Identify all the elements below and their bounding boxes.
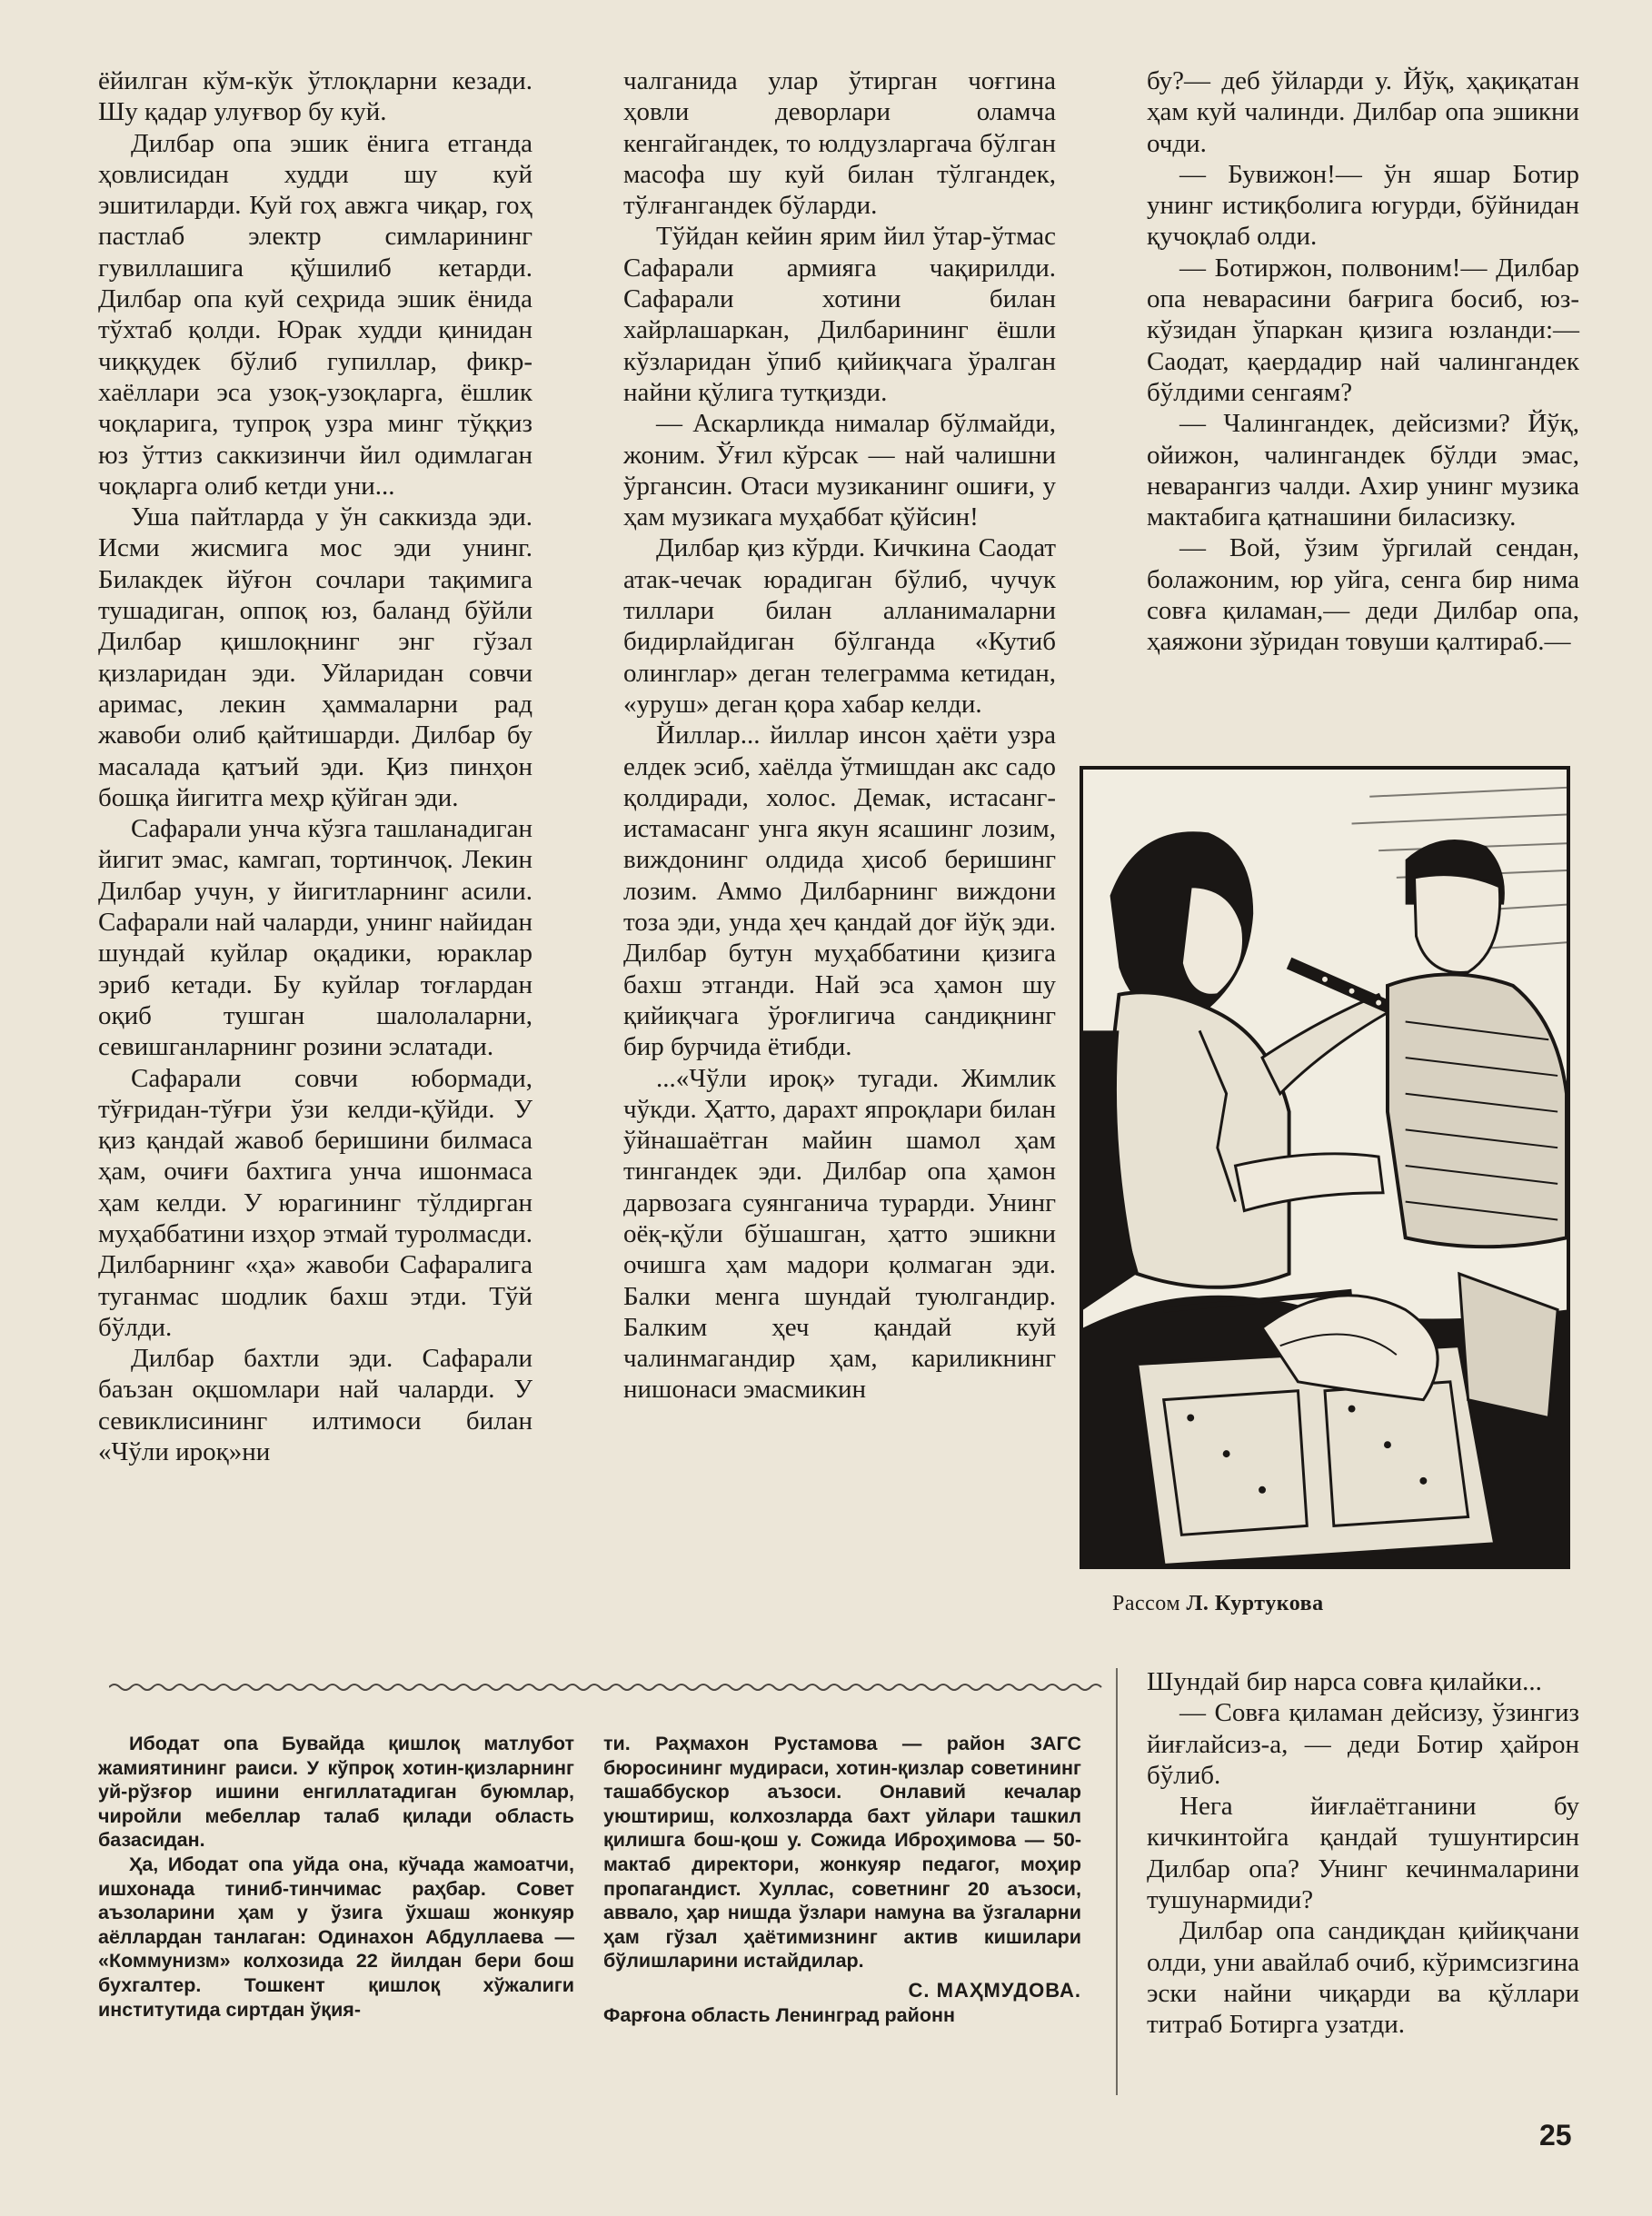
- sidebar-note-column-1: [98, 1732, 574, 2022]
- paragraph: — Аскарликда нималар бўлмайди, жоним. Ўғил кўрсак — най чалишни ўргансин. Отаси музиканинг ошиғи, у ҳам музикага муҳаббат қўйсин!: [623, 409, 1056, 532]
- paragraph: Йиллар... йиллар инсон ҳаёти узра елдек эсиб, хаёлда ўтмишдан акс садо қолдиради, холос. Демак, истасанг-истамасанг унга якун ясашинг лозим, виждонинг олдида ҳисоб беришинг лозим. Аммо Дилбарнинг виждони тоза эди, унда ҳеч қандай доғ йўқ эди. Дилбар бутун муҳаббатини қизига бахш этганди. Най эса ҳамон шу қийиқчага ўроғлигича сандиқнинг бир бурчида ётибди.: [623, 720, 1056, 1062]
- column-divider: [1116, 1668, 1118, 2095]
- story-illustration: [1080, 766, 1570, 1569]
- woman-and-boy-with-flute-drawing: [1083, 770, 1567, 1565]
- caption-artist: Л. Куртукова: [1186, 1592, 1324, 1615]
- paragraph: ...«Чўли ироқ» тугади. Жимлик чўкди. Ҳатто, дарахт япроқлари билан ўйнашаётган майин шамол ҳам тингандек эди. Дилбар опа ҳамон дарвозага суянганича турарди. Унинг оёқ-қўли бўшашган, ҳатто эшикни очишга ҳам мадори қолмаган эди. Балки менга шундай туюлгандир. Балким ҳеч қандай куй чалинмагандир ҳам, кариликнинг нишонаси эмасмикин: [623, 1063, 1056, 1405]
- paragraph: — Чалингандек, дейсизми? Йўқ, ойижон, чалингандек бўлди эмас, неварангиз чалди. Ахир унинг музика мактабига қатнашини биласизку.: [1147, 409, 1579, 532]
- paragraph: — Вой, ўзим ўргилай сендан, болажоним, юр уйга, сенга бир нима совға қиламан,— деди Дилбар опа, ҳаяжони зўридан товуши қалтираб.—: [1147, 533, 1579, 657]
- illustration-caption: [1112, 1592, 1548, 1616]
- page-number: 25: [1539, 2119, 1572, 2151]
- paragraph: Сафарали унча кўзга ташланадиган йигит эмас, камгап, тортинчоқ. Лекин Дилбар учун, у йигитларнинг асили. Сафарали най чаларди, унинг найидан шундай куйлар оқадики, юраклар эриб кетади. Бу куйлар тоғлардан оқиб тушган шалолаларни, севишганларнинг розини эслатади.: [98, 814, 532, 1062]
- note-paragraph: Ҳа, Ибодат опа уйда она, кўчада жамоатчи, ишхонада тиниб-тинчимас раҳбар. Совет аъзоларини ҳам у ўзига ўхшаш жонкуяр аёллардан танлаган: Одинахон Абдуллаева — «Коммунизм» колхозида 22 йилдан бери бош бухгалтер. Тошкент қишлоқ хўжалиги институтида сиртдан ўқия-: [98, 1853, 574, 2021]
- paragraph: Шундай бир нарса совға қилайки...: [1147, 1667, 1542, 1696]
- paragraph: Дилбар бахтли эди. Сафарали баъзан оқшомлари най чаларди. У севиклисининг илтимоси билан «Чўли ироқ»ни: [98, 1344, 532, 1467]
- note-place: Фарғона область Ленинград районн: [603, 2003, 955, 2026]
- story-column-3-continued: [1147, 1666, 1579, 2041]
- paragraph: ёйилган кўм-кўк ўтлоқларни кезади. Шу қадар улуғвор бу куй.: [98, 66, 532, 127]
- paragraph: — Бувижон!— ўн яшар Ботир унинг истиқболига югурди, бўйнидан қучоқлаб олди.: [1147, 159, 1579, 252]
- paragraph: Дилбар опа эшик ёнига етганда ҳовлисидан худди шу куй эшитиларди. Куй гоҳ авжга чиқар, гоҳ пастлаб электр симларининг гувиллашига қўшилиб кетарди. Дилбар опа куй сеҳрида эшик ёнида тўхтаб қолди. Юрак худди қинидан чиққудек бўлиб гупиллар, фикр-хаёллари эса узоқ-узоқларга, ёшлик чоқларига, тупроқ узра минг тўққиз юз ўттиз саккизинчи йил одимлаган чоқларга олиб кетди уни...: [98, 128, 532, 501]
- wavy-divider: [109, 1681, 1105, 1694]
- paragraph: чалганида улар ўтирган чоғгина ҳовли деворлари оламча кенгайгандек, то юлдузларгача бўлган масофа шу куй билан тўлгандек, тўлғангандек бўларди.: [623, 66, 1056, 221]
- note-paragraph: Ибодат опа Бувайда қишлоқ матлубот жамиятининг раиси. У кўпроқ хотин-қизларнинг уй-рўзғор ишини енгиллатадиган буюмлар, чиройли мебеллар талаб қилади область базасидан.: [98, 1733, 574, 1852]
- story-column-3: [1147, 65, 1579, 658]
- paragraph: — Совға қиламан дейсизу, ўзингиз йиғлайсиз-а, — деди Ботир ҳайрон бўлиб.: [1147, 1698, 1579, 1790]
- paragraph: Дилбар қиз кўрди. Кичкина Саодат атак-чечак юрадиган бўлиб, чучук тиллари билан алланималарни бидирлайдиган бўлганда «Кутиб олинглар» деган телеграмма кетидан, «уруш» деган қора хабар келди.: [623, 533, 1056, 719]
- story-column-2: [623, 65, 1056, 1406]
- paragraph: бу?— деб ўйларди у. Йўқ, ҳақиқатан ҳам куй чалинди. Дилбар опа эшикни очди.: [1147, 66, 1579, 158]
- sidebar-note-column-2: [603, 1732, 1081, 2027]
- story-column-1: [98, 65, 532, 1467]
- caption-prefix: Рассом: [1112, 1592, 1181, 1615]
- paragraph: Дилбар опа сандиқдан қийиқчани олди, уни авайлаб очиб, кўримсизгина эски найни чиқарди ва қўллари титраб Ботирга узатди.: [1147, 1916, 1579, 2040]
- note-signature: С. МАҲМУДОВА.: [908, 1978, 1081, 2002]
- paragraph: Тўйдан кейин ярим йил ўтар-ўтмас Сафарали армияга чақирилди. Сафарали хотини билан хайрлашаркан, Дилбарининг ёшли кўзларидан ўпиб қийиқчага ўралган найни қўлига тутқизди.: [623, 222, 1056, 407]
- paragraph: Уша пайтларда у ўн саккизда эди. Исми жисмига мос эди унинг. Билакдек йўғон сочлари тақимига тушадиган, оппоқ юз, баланд бўйли Дилбар қишлоқнинг энг гўзал қизларидан эди. Уйларидан совчи аримас, лекин ҳаммаларни рад жавоби олиб қайтишарди. Дилбар бу масалада қатъий эди. Қиз пинҳон бошқа йигитга меҳр қўйган эди.: [98, 502, 532, 812]
- paragraph: Нега йиғлаётганини бу кичкинтойга қандай тушунтирсин Дилбар опа? Унинг кечинмаларини тушунармиди?: [1147, 1792, 1579, 1915]
- paragraph: Сафарали совчи юбормади, тўғридан-тўғри ўзи келди-қўйди. У қиз қандай жавоб беришини билмаса ҳам, очиғи бахтига унча ишонмаса ҳам келди. У юрагининг тўлдирган муҳаббатини изҳор этмай туролмасди. Дилбарнинг «ҳа» жавоби Сафаралига туганмас шодлик бахш этди. Тўй бўлди.: [98, 1063, 532, 1342]
- note-paragraph: ти. Раҳмахон Рустамова — район ЗАГС бюросининг мудираси, хотин-қизлар советининг ташаббускор аъзоси. Онлавий кечалар уюштириш, колхозларда бахт уйлари ташкил қилишга бош-қош у. Сожида Иброҳимова — 50-мактаб директори, жонкуяр педагог, моҳир пропагандист. Хуллас, советнинг 20 аъзоси, аввало, ҳар нишда ўзлари намуна ва ўзгаларни ҳам гўзал ҳаётимизнинг актив кишилари бўлишларини истайдилар.: [603, 1733, 1081, 1973]
- paragraph: — Ботиржон, полвоним!— Дилбар опа неварасини бағрига босиб, юз-кўзидан ўпаркан қизига юзланди:— Саодат, қаердадир най чалингандек бўлдими сенгаям?: [1147, 253, 1579, 407]
